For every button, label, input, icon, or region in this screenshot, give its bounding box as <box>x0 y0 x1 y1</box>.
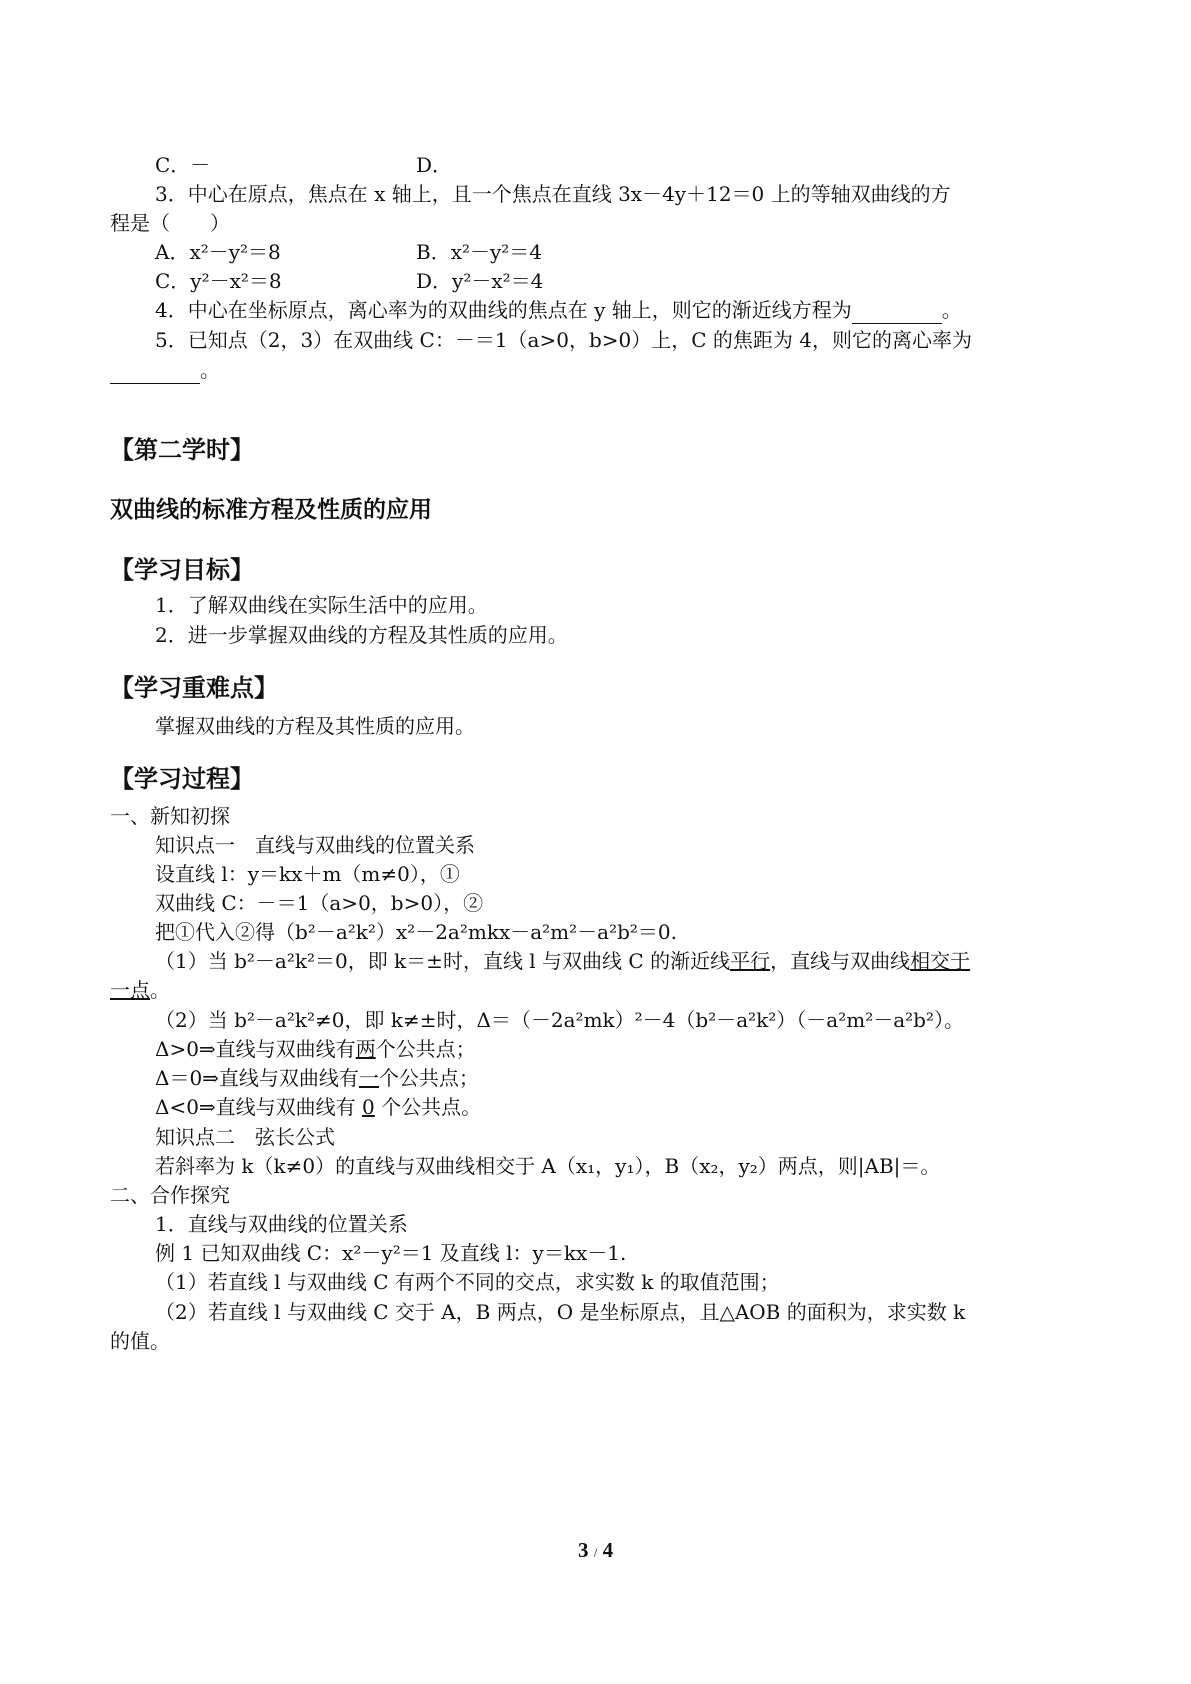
discriminant-positive <box>155 1035 476 1063</box>
discriminant-negative-end: 个公共点。 <box>374 1095 482 1119</box>
discriminant-positive-text: Δ>0⇒直线与双曲线有 <box>155 1037 356 1061</box>
example-1-part-1: （1）若直线 l 与双曲线 C 有两个不同的交点，求实数 k 的取值范围； <box>155 1270 780 1294</box>
example-1-part-2: （2）若直线 l 与双曲线 C 交于 A，B 两点，O 是坐标原点，且△AOB 的面积为，求实数 k <box>155 1300 966 1324</box>
section-1-title: 一、新知初探 <box>110 804 230 828</box>
lesson-title: 双曲线的标准方程及性质的应用 <box>110 497 432 523</box>
q5-line2 <box>110 356 220 384</box>
q5-end: 。 <box>200 358 220 382</box>
q3-option-b: B．x²－y²＝4 <box>416 240 543 264</box>
case-1-underline-intersect: 相交于 <box>910 949 971 973</box>
case-1-text: （1）当 b²－a²k²＝0，即 k＝±时，直线 l 与双曲线 C 的渐近线 <box>155 949 731 973</box>
lesson-header: 【第二学时】 <box>110 436 254 464</box>
case-1-underline-parallel: 平行 <box>730 949 771 973</box>
process-header: 【学习过程】 <box>110 765 254 793</box>
hyperbola-c-definition: 双曲线 C：－＝1（a>0，b>0），② <box>155 891 484 915</box>
option-d-prev: D． <box>416 153 453 177</box>
q4-end: 。 <box>941 298 962 322</box>
option-c-prev: C．－ <box>155 153 211 177</box>
q5-line1: 5．已知点（2，3）在双曲线 C：－＝1（a>0，b>0）上，C 的焦距为 4，则它的离心率为 <box>155 328 972 352</box>
q3-option-d: D．y²－x²＝4 <box>416 269 544 293</box>
goals-header: 【学习目标】 <box>110 556 254 584</box>
discriminant-zero-answer: 一 <box>358 1066 379 1090</box>
case-2-line: （2）当 b²－a²k²≠0，即 k≠±时，Δ＝（－2a²mk）²－4（b²－a²k²）（－a²m²－a²b²）。 <box>155 1008 964 1032</box>
example-1-part-2-continuation: 的值。 <box>110 1329 170 1353</box>
line-l-definition: 设直线 l：y＝kx＋m（m≠0），① <box>155 862 460 886</box>
knowledge-point-2: 知识点二 弦长公式 <box>155 1125 335 1149</box>
case-1-end: 。 <box>150 978 170 1002</box>
substitution-equation: 把①代入②得（b²－a²k²）x²－2a²mkx－a²m²－a²b²＝0. <box>155 920 677 944</box>
example-1-statement: 例 1 已知双曲线 C：x²－y²＝1 及直线 l：y＝kx－1. <box>155 1241 627 1265</box>
page-total: 4 <box>602 1538 614 1562</box>
q5-answer-blank <box>110 363 200 384</box>
discriminant-negative-answer: 0 <box>362 1095 375 1119</box>
q4-answer-blank <box>852 303 942 324</box>
q3-line1: 3．中心在原点，焦点在 x 轴上，且一个焦点在直线 3x－4y＋12＝0 上的等轴双曲线的方 <box>155 182 951 206</box>
discriminant-negative-text: Δ<0⇒直线与双曲线有 <box>155 1095 363 1119</box>
q4-line <box>155 296 962 324</box>
discriminant-zero <box>155 1064 479 1092</box>
chord-length-formula: 若斜率为 k（k≠0）的直线与双曲线相交于 A（x₁，y₁），B（x₂，y₂）两点，则|AB|＝。 <box>155 1154 941 1178</box>
knowledge-point-1: 知识点一 直线与双曲线的位置关系 <box>155 833 475 857</box>
case-1-middle: ，直线与双曲线 <box>770 949 911 973</box>
goal-item-1: 1．了解双曲线在实际生活中的应用。 <box>155 593 488 617</box>
case-1-line <box>155 947 970 975</box>
discriminant-zero-text: Δ＝0⇒直线与双曲线有 <box>155 1066 359 1090</box>
discriminant-zero-end: 个公共点； <box>378 1066 479 1090</box>
discriminant-positive-end: 个公共点； <box>375 1037 476 1061</box>
q3-line2: 程是（ ） <box>110 211 230 235</box>
discriminant-positive-answer: 两 <box>355 1037 376 1061</box>
key-points-header: 【学习重难点】 <box>110 674 278 702</box>
section-2-title: 二、合作探究 <box>110 1183 230 1207</box>
case-1-continuation <box>110 976 170 1004</box>
topic-1-title: 1．直线与双曲线的位置关系 <box>155 1212 408 1236</box>
key-points-text: 掌握双曲线的方程及其性质的应用。 <box>155 714 475 738</box>
page-number <box>0 1538 1191 1563</box>
case-1-underline-one-point: 一点 <box>110 978 150 1002</box>
q4-text: 4．中心在坐标原点，离心率为的双曲线的焦点在 y 轴上，则它的渐近线方程为 <box>155 298 852 322</box>
page-separator: / <box>593 1545 598 1560</box>
discriminant-negative <box>155 1093 481 1121</box>
page-current: 3 <box>577 1538 589 1562</box>
goal-item-2: 2．进一步掌握双曲线的方程及其性质的应用。 <box>155 623 568 647</box>
q3-option-a: A．x²－y²＝8 <box>155 240 281 264</box>
q3-option-c: C．y²－x²＝8 <box>155 269 282 293</box>
